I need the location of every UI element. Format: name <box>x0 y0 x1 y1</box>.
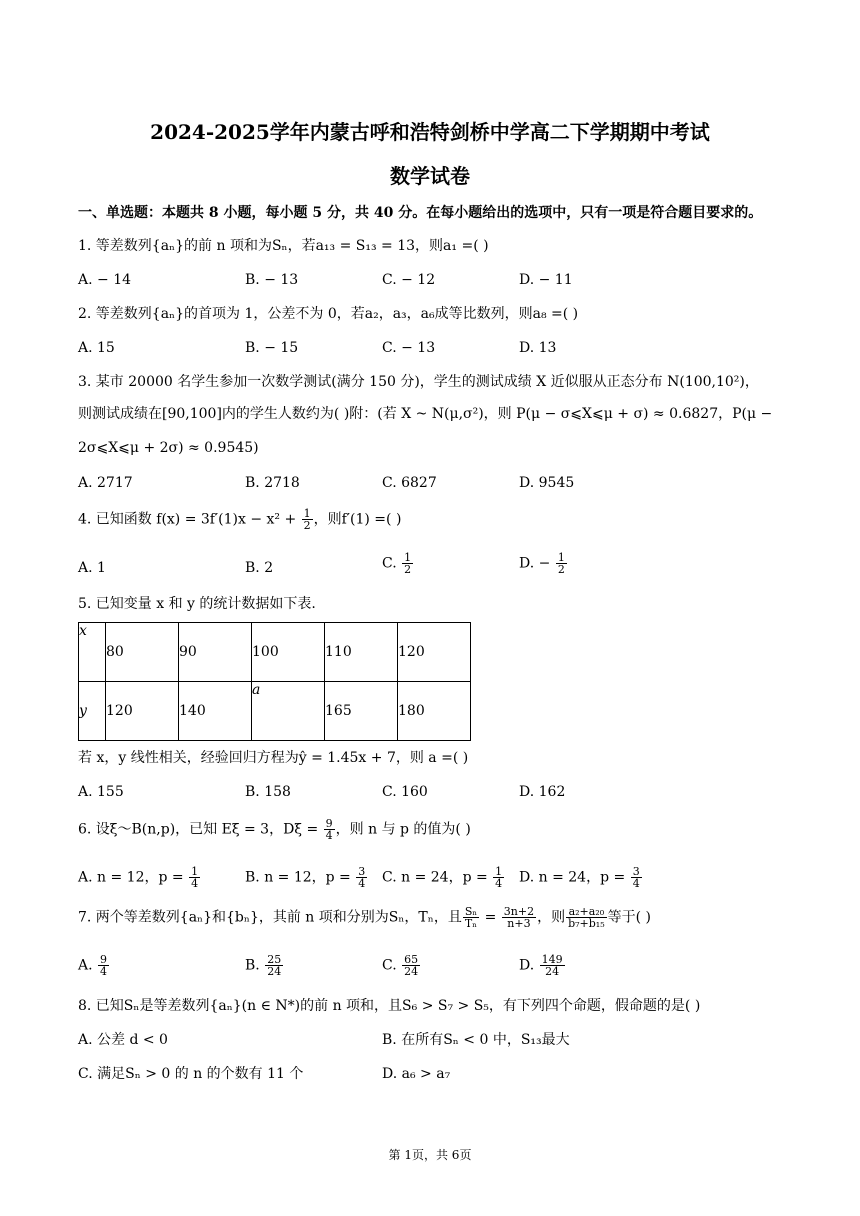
question-7-text: 7. 两个等差数列{aₙ}和{bₙ}，其前 n 项和分别为Sₙ，Tₙ，且 $\frac{\text{Sₙ}}{\text{Tₙ}}$ = $\frac{3n+2}{n+3}$ ，则 $\frac{\text{a₂+a₂₀}}{\text{b₇+b₁₅}}$ 等于( ) <box>78 905 651 930</box>
page-footer: 第 1页，共 6页 <box>388 1148 472 1162</box>
q5-option-d: D. 162 <box>519 784 566 800</box>
table-cell: 120 <box>398 623 471 682</box>
table-cell: 100 <box>252 623 325 682</box>
question-8-text: 8. 已知Sₙ是等差数列{aₙ}(n ∈ N*)的前 n 项和，且S₆ > S₇ > S₅，有下列四个命题，假命题的是( ) <box>78 998 701 1014</box>
q6-option-a: A. n = 12，p = $\frac{1}{4}$ <box>78 865 199 890</box>
q2-option-d: D. 13 <box>519 340 557 356</box>
q6-option-c: C. n = 24，p = $\frac{1}{4}$ <box>382 865 503 890</box>
q8-option-a: A. 公差 d < 0 <box>78 1032 168 1048</box>
q7-option-d: D. $\frac{149}{24}$ <box>519 953 563 978</box>
q2-option-c: C. − 13 <box>382 340 436 356</box>
question-5-followup: 若 x，y 线性相关，经验回归方程为ŷ = 1.45x + 7，则 a =( ) <box>78 750 469 766</box>
exam-title-line1: 2024-2025学年内蒙古呼和浩特剑桥中学高二下学期期中考试 <box>150 120 710 144</box>
exam-title-line2: 数学试卷 <box>390 164 470 188</box>
q2-option-a: A. 15 <box>78 340 115 356</box>
question-6-text: 6. 设ξ～B(n,p)，已知 Eξ = 3，Dξ = $\frac{9}{4}$ ，则 n 与 p 的值为( ) <box>78 817 471 842</box>
question-2-text: 2. 等差数列{aₙ}的首项为 1，公差不为 0，若a₂，a₃，a₆成等比数列，则a₈ =( ) <box>78 306 579 322</box>
q4-option-d: D. − $\frac{1}{2}$ <box>519 551 565 576</box>
table-cell: 110 <box>325 623 398 682</box>
q8-option-c: C. 满足Sₙ > 0 的 n 的个数有 11 个 <box>78 1066 304 1082</box>
q4-option-b: B. 2 <box>245 560 274 576</box>
q7-option-b: B. $\frac{25}{24}$ <box>245 953 282 978</box>
question-3-line2: 则测试成绩在[90,100]内的学生人数约为( )附：(若 X ~ N(μ,σ²)，则 P(μ − σ⩽X⩽μ + σ) ≈ 0.6827，P(μ − <box>78 406 773 422</box>
table-cell: 140 <box>179 682 252 741</box>
q5-option-c: C. 160 <box>382 784 428 800</box>
q3-option-d: D. 9545 <box>519 475 575 491</box>
q8-option-b: B. 在所有Sₙ < 0 中，S₁₃最大 <box>382 1032 570 1048</box>
table-cell: 80 <box>106 623 179 682</box>
q7-option-c: C. $\frac{65}{24}$ <box>382 953 419 978</box>
q2-option-b: B. − 15 <box>245 340 299 356</box>
table-cell: 90 <box>179 623 252 682</box>
q4-option-a: A. 1 <box>78 560 106 576</box>
q3-option-a: A. 2717 <box>78 475 133 491</box>
q6-option-d: D. n = 24，p = $\frac{3}{4}$ <box>519 865 640 890</box>
question-4-text: 4. 已知函数 f(x) = 3f′(1)x − x² + $\frac{1}{2}$ ，则f′(1) =( ) <box>78 507 402 532</box>
question-5-text: 5. 已知变量 x 和 y 的统计数据如下表. <box>78 596 316 612</box>
q5-option-b: B. 158 <box>245 784 291 800</box>
q1-option-a: A. − 14 <box>78 272 132 288</box>
fraction-one-half: $\frac{1}{2}$ <box>303 507 311 532</box>
question-3-line1: 3. 某市 20000 名学生参加一次数学测试(满分 150 分)，学生的测试成绩 X 近似服从正态分布 N(100,10²)， <box>78 374 759 390</box>
table-row <box>79 623 471 682</box>
table-cell: y <box>79 682 106 741</box>
table-row <box>79 682 471 741</box>
question-1-text: 1. 等差数列{aₙ}的前 n 项和为Sₙ，若a₁₃ = S₁₃ = 13，则a₁ =( ) <box>78 238 489 254</box>
table-cell: 120 <box>106 682 179 741</box>
q6-option-b: B. n = 12，p = $\frac{3}{4}$ <box>245 865 366 890</box>
table-cell: 180 <box>398 682 471 741</box>
statistics-table <box>78 622 471 741</box>
q4-option-c: C. $\frac{1}{2}$ <box>382 551 412 576</box>
q7-option-a: A. $\frac{9}{4}$ <box>78 953 108 978</box>
table-cell: 165 <box>325 682 398 741</box>
q3-option-c: C. 6827 <box>382 475 437 491</box>
table-cell: x <box>79 623 106 682</box>
q8-option-d: D. a₆ > a₇ <box>382 1066 451 1082</box>
question-3-line3: 2σ⩽X⩽μ + 2σ) ≈ 0.9545) <box>78 440 259 456</box>
q5-option-a: A. 155 <box>78 784 124 800</box>
q1-option-c: C. − 12 <box>382 272 436 288</box>
q3-option-b: B. 2718 <box>245 475 300 491</box>
q1-option-d: D. − 11 <box>519 272 573 288</box>
section-heading: 一、单选题：本题共 8 小题，每小题 5 分，共 40 分。在每小题给出的选项中，只有一项是符合题目要求的。 <box>78 205 763 221</box>
q1-option-b: B. − 13 <box>245 272 299 288</box>
table-cell: a <box>252 682 325 741</box>
